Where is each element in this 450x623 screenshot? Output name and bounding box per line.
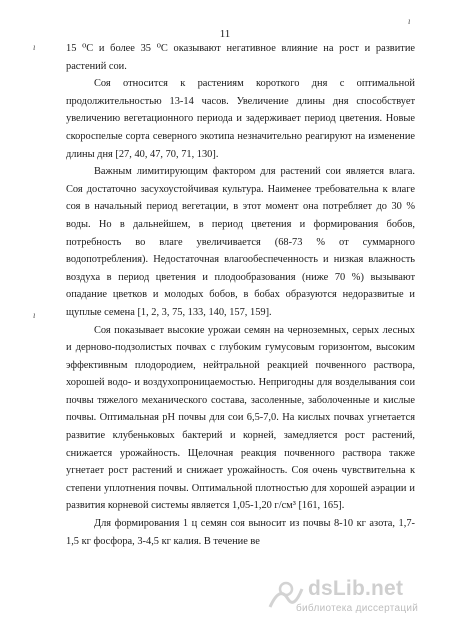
paragraph-temperature: 15 ⁰С и более 35 ⁰С оказывают негативное влияние на рост и развитие растений сои. (66, 43, 415, 72)
page-number: 11 (219, 28, 231, 40)
margin-mark: ı (33, 42, 36, 52)
margin-mark: ı (33, 310, 36, 320)
margin-mark: ı (408, 16, 411, 26)
watermark-tagline: библиотека диссертаций (296, 603, 419, 614)
paragraph-day-length: Соя относится к растениям короткого дня с оптимальной продолжительностью 13-14 часов. Увеличение длины дня способствует увеличению вегетационного периода и задерживает период цветения. Новые скороспелые сорта северного экотипа незначительно реагируют на изменение длины дня [27, 40, 47, 70, 71, 130]. (66, 78, 415, 160)
paragraph-moisture: Важным лимитирующим фактором для растений сои является влага. Соя достаточно засухоустойчивая культура. Наименее требовательна к влаге соя в начальный период вегетации, в этот момент она потребляет до 30 % воды. Но в дальнейшем, в период цветения и формирования бобов, потребность во влаге увеличивается (68-73 % от суммарного водопотребления). Недостаточная влагообеспеченность и низкая влажность воздуха в период цветения и плодообразования (ниже 70 %) вызывают опадание цветков и молодых бобов, в бобах образуются недоразвитые и щуплые семена [1, 2, 3, 75, 133, 140, 157, 159]. (66, 166, 415, 318)
paragraph-nutrients: Для формирования 1 ц семян соя выносит из почвы 8-10 кг азота, 1,7-1,5 кг фосфора, 3-4,5 кг калия. В течение ве (66, 518, 415, 547)
dslib-watermark (266, 577, 442, 615)
document-body (66, 40, 415, 550)
paragraph-soils: Соя показывает высокие урожаи семян на черноземных, серых лесных и дерново-подзолистых почвах с глубоким гумусовым горизонтом, высоким эффективным плодородием, нейтральной реакцией почвенного раствора, хорошей водо- и воздухопроницаемостью. Непригодны для возделывания сои почвы тяжелого механического состава, засоленные, заболоченные и кислые почвы. Оптимальная pH почвы для сои 6,5-7,0. На кислых почвах угнетается развитие клубеньковых бактерий и корней, замедляется рост растений, снижается урожайность. Щелочная реакция почвенного раствора также угнетает рост растений и снижает урожайность. Соя очень чувствительна к степени уплотнения почвы. Оптимальной плотностью для хорошей аэрации и развития корневой системы является 1,05-1,20 г/см³ [161, 165]. (66, 324, 415, 512)
watermark-site: dsLib.net (308, 577, 404, 600)
